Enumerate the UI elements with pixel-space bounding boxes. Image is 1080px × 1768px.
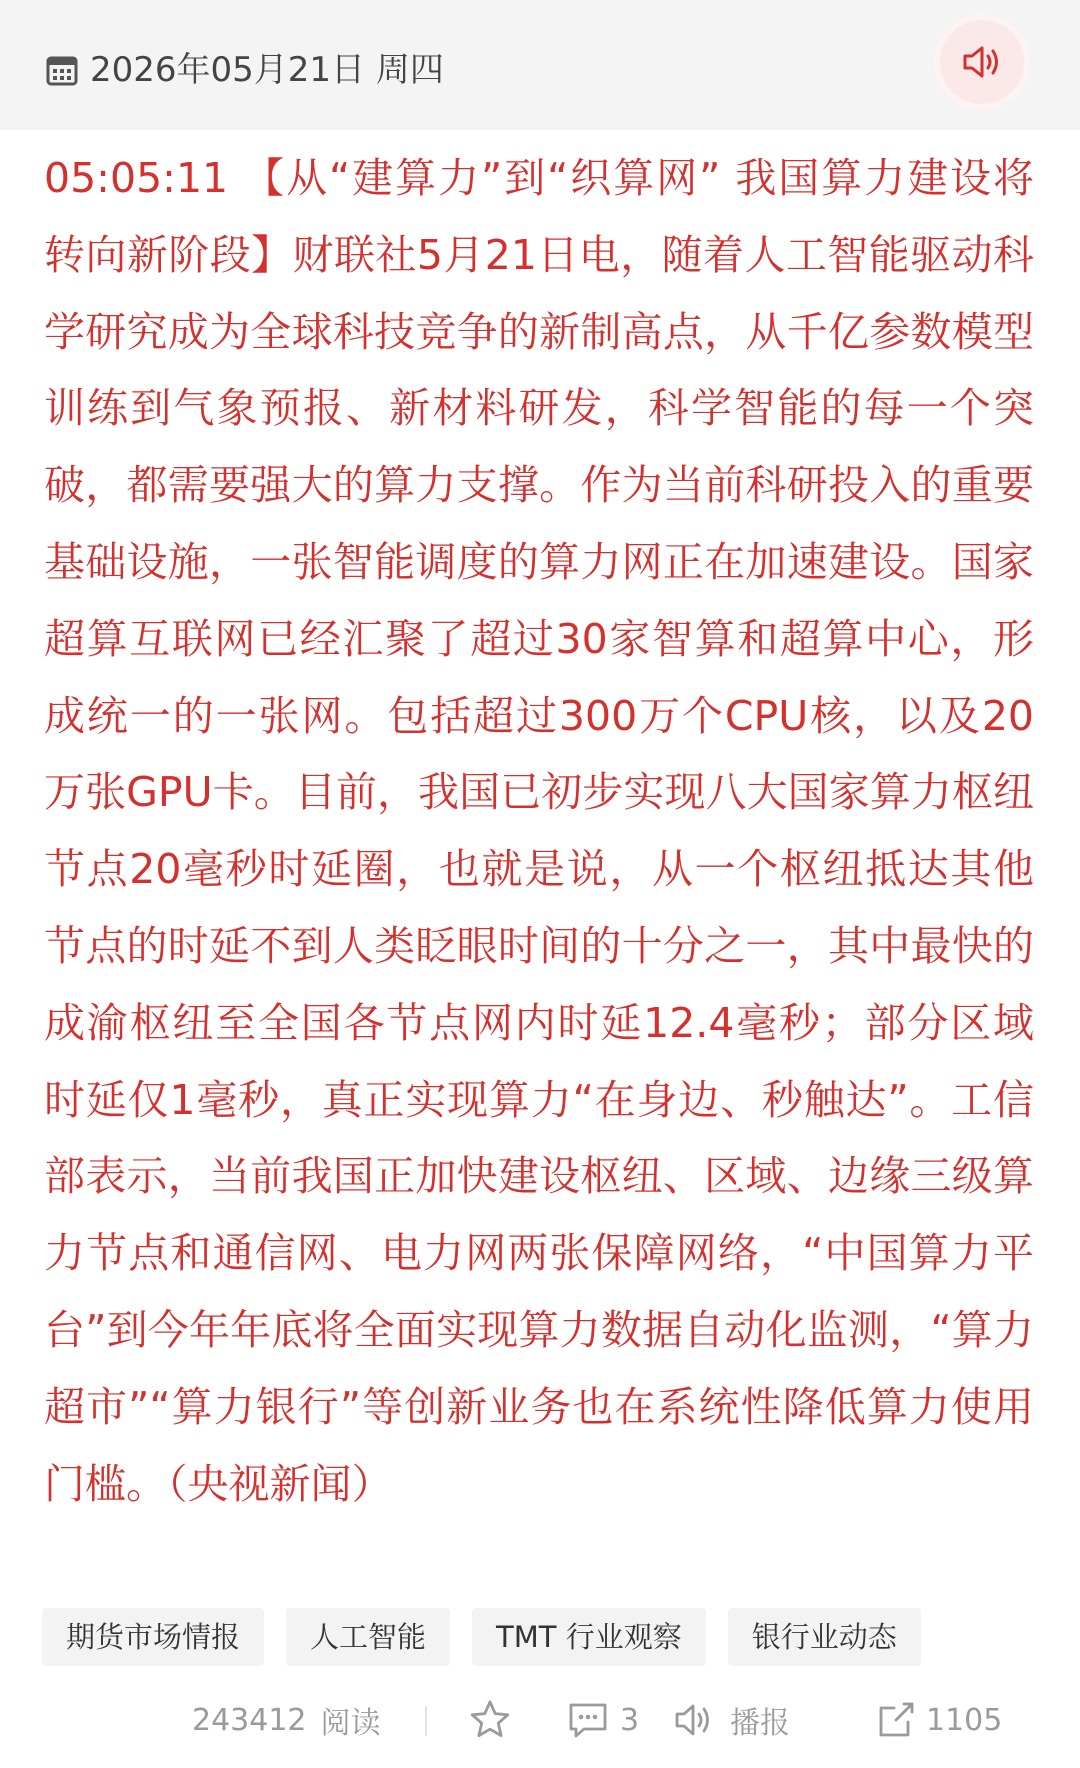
article-title: 【从“建算力”到“织算网” 我国算力建设将转向新阶段】 xyxy=(44,154,1034,279)
read-count-number: 243412 xyxy=(192,1702,307,1738)
date-header xyxy=(0,0,1080,130)
speaker-button[interactable] xyxy=(940,20,1024,104)
date-text: 2026年05月21日 周四 xyxy=(90,50,444,90)
tag-item[interactable]: 人工智能 xyxy=(286,1608,450,1666)
action-bar xyxy=(0,1690,1080,1750)
comment-count: 3 xyxy=(620,1702,640,1738)
article-body: 财联社5月21日电，随着人工智能驱动科学研究成为全球科技竞争的新制高点，从千亿参数模型训练到气象预报、新材料研发，科学智能的每一个突破，都需要强大的算力支撑。作为当前科研投入的重要基础设施，一张智能调度的算力网正在加速建设。国家超算互联网已经汇聚了超过30家智算和超算中心，形成统一的一张网。包括超过300万个CPU核，以及20万张GPU卡。目前，我国已初步实现八大国家算力枢纽节点20毫秒时延圈，也就是说，从一个枢纽抵达其他节点的时延不到人类眨眼时间的十分之一，其中最快的成渝枢纽至全国各节点网内时延12.4毫秒；部分区域时延仅1毫秒，真正实现算力“在身边、秒触达”。工信部表示，当前我国正加快建设枢纽、区域、边缘三级算力节点和通信网、电力网两张保障网络，“中国算力平台”到今年年底将全面实现算力数据自动化监测，“算力超市”“算力银行”等创新业务也在系统性降低算力使用门槛。（央视新闻） xyxy=(44,230,1034,1508)
tag-item[interactable]: 银行业动态 xyxy=(728,1608,921,1666)
article-text xyxy=(44,140,1034,1522)
comment-button[interactable] xyxy=(566,1690,639,1750)
tag-list xyxy=(42,1608,921,1666)
calendar-icon xyxy=(46,54,78,86)
broadcast-label: 播报 xyxy=(730,1706,790,1741)
tag-item[interactable]: TMT 行业观察 xyxy=(472,1608,706,1666)
tag-item[interactable]: 期货市场情报 xyxy=(42,1608,264,1666)
read-count-label: 阅读 xyxy=(320,1706,381,1741)
share-count: 1105 xyxy=(926,1702,1003,1738)
star-icon xyxy=(468,1698,512,1742)
date-row xyxy=(46,48,444,92)
speaker-icon xyxy=(672,1698,716,1742)
share-icon xyxy=(874,1698,918,1742)
share-button[interactable] xyxy=(874,1690,1002,1750)
read-count xyxy=(192,1690,381,1750)
divider xyxy=(425,1706,427,1736)
favorite-button[interactable] xyxy=(468,1690,512,1750)
speaker-icon xyxy=(959,39,1005,85)
comment-icon xyxy=(566,1698,610,1742)
broadcast-button[interactable] xyxy=(672,1690,790,1750)
article-time: 05:05:11 xyxy=(44,154,229,202)
